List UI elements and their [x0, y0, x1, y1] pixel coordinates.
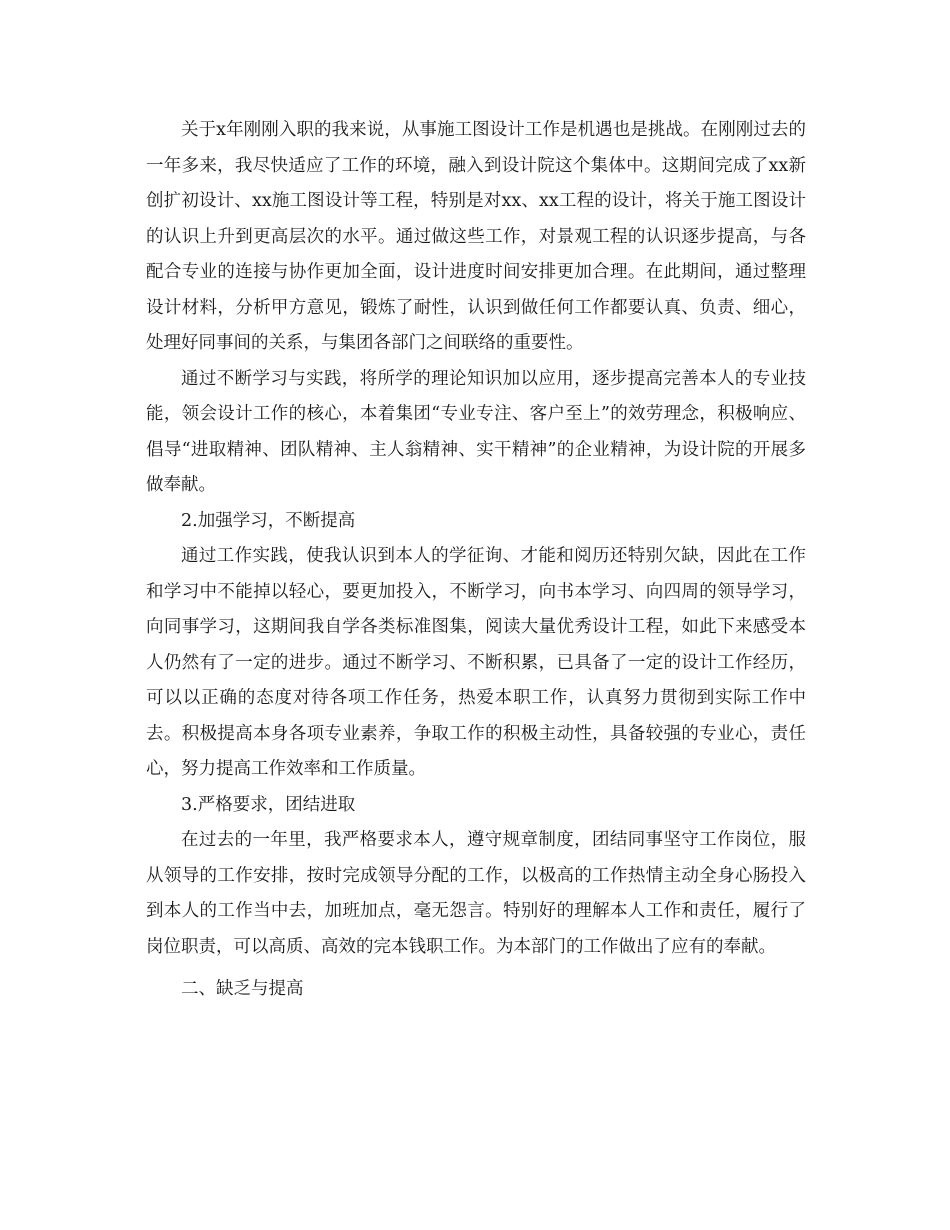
heading-study: 2.加强学习，不断提高	[181, 510, 356, 531]
heading-discipline: 3.严格要求，团结进取	[181, 794, 356, 815]
paragraph-work-summary: 关于x年刚刚入职的我来说，从事施工图设计工作是机遇也是挑战。在刚刚过去的一年多来，我尽快适应了工作的环境，融入到设计院这个集体中。这期间完成了xx新创扩初设计、xx施工图设计等工程，特别是对xx、xx工程的设计，将关于施工图设计的认识上升到更高层次的水平。通过做这些工作，对景观工程的认识逐步提高，与各配合专业的连接与协作更加全面，设计进度时间安排更加合理。在此期间，通过整理设计材料，分析甲方意见，锻炼了耐性，认识到做任何工作都要认真、负责、细心，处理好同事间的关系，与集团各部门之间联络的重要性。	[146, 120, 806, 353]
paragraph-practice: 通过不断学习与实践，将所学的理论知识加以应用，逐步提高完善本人的专业技能，领会设计工作的核心，本着集团“专业专注、客户至上”的效劳理念，积极响应、倡导“进取精神、团队精神、主人翁精神、实干精神”的企业精神，为设计院的开展多做奉献。	[146, 368, 806, 495]
paragraph-discipline: 在过去的一年里，我严格要求本人，遵守规章制度，团结同事坚守工作岗位，服从领导的工作安排，按时完成领导分配的工作，以极高的工作热情主动全身心肠投入到本人的工作当中去，加班加点，毫无怨言。特别好的理解本人工作和责任，履行了岗位职责，可以高质、高效的完本钱职工作。为本部门的工作做出了应有的奉献。	[146, 830, 806, 957]
document-body	[146, 113, 806, 1008]
paragraph-study: 通过工作实践，使我认识到本人的学征询、才能和阅历还特别欠缺，因此在工作和学习中不能掉以轻心，要更加投入，不断学习，向书本学习、向四周的领导学习，向同事学习，这期间我自学各类标准图集，阅读大量优秀设计工程，如此下来感受本人仍然有了一定的进步。通过不断学习、不断积累，已具备了一定的设计工作经历，可以以正确的态度对待各项工作任务，热爱本职工作，认真努力贯彻到实际工作中去。积极提高本身各项专业素养，争取工作的积极主动性，具备较强的专业心，责任心，努力提高工作效率和工作质量。	[146, 546, 806, 779]
heading-shortcomings: 二、缺乏与提高	[181, 979, 304, 999]
